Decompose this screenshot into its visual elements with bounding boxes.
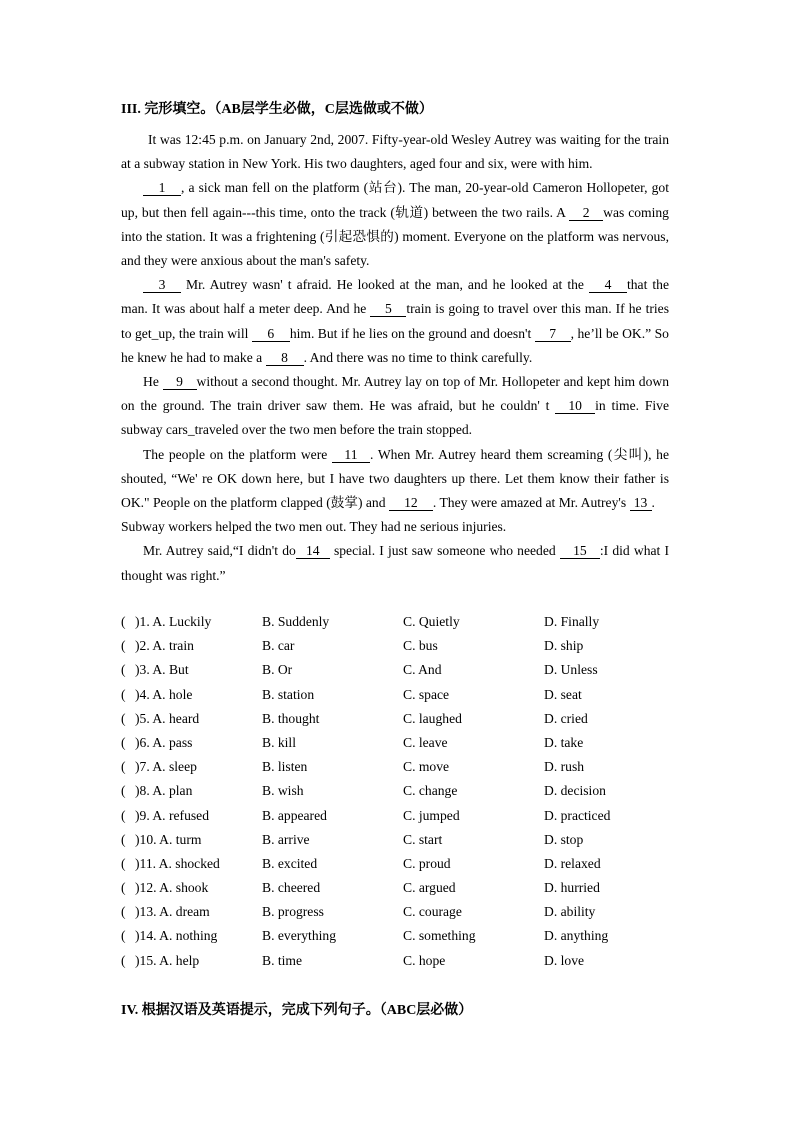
option-b: B. Suddenly — [262, 614, 330, 629]
option-b: B. listen — [262, 759, 308, 775]
option-d: D. anything — [544, 928, 609, 944]
passage-text: special. I just saw someone who needed — [329, 543, 560, 559]
option-a: )6. A. pass — [135, 734, 193, 750]
option-b: B. cheered — [262, 880, 321, 896]
option-a: )13. A. dream — [135, 904, 210, 920]
option-a: )2. A. train — [135, 638, 194, 654]
option-row-14 — [121, 924, 681, 948]
option-c: C. hope — [403, 952, 446, 968]
option-b: B. appeared — [262, 807, 327, 823]
passage-text: in time. Five subway cars_traveled over the two men before the train stopped. — [121, 398, 669, 438]
option-row-13 — [121, 900, 681, 924]
option-a: )11. A. shocked — [135, 855, 220, 871]
option-c: C. argued — [403, 880, 456, 896]
option-row-5 — [121, 707, 681, 731]
passage-text: train is going to travel over this man. If he tries to get_up, the train will — [121, 301, 669, 341]
cloze-passage — [121, 128, 669, 588]
option-b: B. wish — [262, 783, 304, 799]
passage-text: . They were amazed at Mr. Autrey's — [432, 495, 630, 511]
blank-2[interactable]: 2 — [569, 205, 603, 221]
option-row-6 — [121, 731, 681, 755]
option-c: C. something — [403, 928, 476, 944]
passage-text: He — [143, 374, 163, 390]
passage-text: . And there was no time to think carefully. — [303, 349, 533, 365]
paragraph-7 — [121, 539, 669, 587]
passage-text: , a sick man fell on the platform (站台). The man, 20-year-old Cameron Hollopeter, got up, but then fell again---this time, onto the track (轨道) between the two rails. A — [121, 180, 669, 220]
option-c: C. change — [403, 783, 458, 799]
option-d: D. ship — [544, 638, 584, 654]
paragraph-4 — [121, 370, 669, 443]
blank-9[interactable]: 9 — [163, 374, 197, 390]
option-c: C. jumped — [403, 807, 460, 823]
option-a: )4. A. hole — [135, 686, 193, 702]
option-row-15 — [121, 949, 681, 973]
passage-text: Mr. Autrey said,“I didn't do — [143, 543, 296, 559]
paragraph-1 — [121, 128, 669, 176]
option-a: )8. A. plan — [135, 783, 193, 799]
blank-5[interactable]: 5 — [370, 301, 406, 317]
option-b: B. Or — [262, 662, 293, 678]
passage-text: without a second thought. Mr. Autrey lay on top of Mr. Hollopeter and kept him down on the ground. The train driver saw them. He was afraid, but he couldn' t — [121, 374, 670, 414]
option-row-12 — [121, 876, 681, 900]
passage-text: :I did what I thought was right.” — [121, 543, 670, 583]
option-row-8 — [121, 779, 681, 803]
option-c: C. start — [403, 831, 443, 847]
answer-paren[interactable]: ( — [121, 928, 126, 944]
option-row-2 — [121, 634, 681, 658]
option-a: )9. A. refused — [135, 807, 209, 823]
option-row-4 — [121, 683, 681, 707]
option-d: D. decision — [544, 783, 606, 799]
answer-paren[interactable]: ( — [121, 831, 126, 847]
option-row-3 — [121, 658, 681, 682]
passage-text: Mr. Autrey wasn' t afraid. He looked at the man, and he looked at the — [181, 277, 589, 293]
answer-paren[interactable]: ( — [121, 783, 126, 799]
blank-1[interactable]: 1 — [143, 180, 181, 196]
option-row-1 — [121, 610, 681, 634]
option-c: C. courage — [403, 904, 462, 920]
answer-paren[interactable]: ( — [121, 880, 126, 896]
answer-paren[interactable]: ( — [121, 734, 126, 750]
option-c: C. Quietly — [403, 614, 460, 629]
passage-text: . When Mr. Autrey heard them screaming (尖叫), he shouted, “We' re OK down here, but I have two daughters up there. Let them know their father is OK." People on the platform clapped (鼓掌) and — [121, 446, 669, 511]
option-b: B. kill — [262, 734, 296, 750]
option-d: D. ability — [544, 904, 596, 920]
option-d: D. practiced — [544, 807, 611, 823]
passage-text: The people on the platform were — [143, 446, 332, 462]
option-b: B. time — [262, 952, 303, 968]
option-c: C. proud — [403, 855, 451, 871]
option-c: C. space — [403, 686, 450, 702]
option-row-9 — [121, 804, 681, 828]
blank-14[interactable]: 14 — [296, 543, 330, 559]
blank-4[interactable]: 4 — [589, 277, 627, 293]
option-row-11 — [121, 852, 681, 876]
option-d: D. take — [544, 734, 584, 750]
option-a: )14. A. nothing — [135, 928, 218, 944]
option-d: D. hurried — [544, 880, 600, 896]
option-a: )5. A. heard — [135, 710, 200, 726]
answer-paren[interactable]: ( — [121, 807, 126, 823]
answer-paren[interactable]: ( — [121, 662, 126, 678]
blank-7[interactable]: 7 — [535, 326, 571, 342]
option-c: C. bus — [403, 638, 438, 654]
option-d: D. seat — [544, 686, 582, 702]
option-c: C. leave — [403, 734, 448, 750]
option-b: B. car — [262, 638, 295, 654]
option-b: B. excited — [262, 855, 318, 871]
blank-6[interactable]: 6 — [252, 326, 290, 342]
answer-options — [121, 610, 681, 973]
passage-text: , he’ll be OK.” So he knew he had to make a — [121, 325, 669, 365]
passage-text: that the man. It was about half a meter deep. And he — [121, 277, 669, 317]
section-4-heading: IV. 根据汉语及英语提示，完成下列句子。（ABC层必做） — [121, 1003, 473, 1018]
option-b: B. progress — [262, 904, 324, 920]
answer-paren[interactable]: ( — [121, 686, 126, 702]
answer-paren[interactable]: ( — [121, 614, 126, 629]
blank-13[interactable]: 13 — [630, 495, 652, 511]
option-c: C. laughed — [403, 710, 462, 726]
option-b: B. everything — [262, 928, 336, 944]
option-row-10 — [121, 828, 681, 852]
passage-text: It was 12:45 p.m. on January 2nd, 2007. Fifty-year-old Wesley Autrey was waiting for the train at a subway station in New York. His two daughters, aged four and six, were with him. — [121, 132, 669, 172]
passage-text: was coming into the station. It was a frightening (引起恐惧的) moment. Everyone on the platform was nervous, and they were anxious about the man's safety. — [121, 204, 669, 269]
option-d: D. cried — [544, 710, 588, 726]
option-a: )10. A. turm — [135, 831, 202, 847]
paragraph-3 — [121, 273, 669, 370]
answer-paren[interactable]: ( — [121, 710, 126, 726]
paragraph-6 — [121, 515, 669, 539]
option-a: )7. A. sleep — [135, 759, 197, 775]
option-row-7 — [121, 755, 681, 779]
option-d: D. relaxed — [544, 855, 601, 871]
blank-12[interactable]: 12 — [389, 495, 433, 511]
option-b: B. arrive — [262, 831, 310, 847]
option-c: C. And — [403, 662, 442, 678]
blank-11[interactable]: 11 — [332, 447, 370, 463]
option-d: D. stop — [544, 831, 584, 847]
paragraph-2 — [121, 176, 669, 273]
blank-15[interactable]: 15 — [560, 543, 600, 559]
option-a: )1. A. Luckily — [135, 614, 212, 629]
option-a: )15. A. help — [135, 952, 200, 968]
option-d: D. Unless — [544, 662, 598, 678]
blank-3[interactable]: 3 — [143, 277, 181, 293]
option-a: )3. A. But — [135, 662, 189, 678]
answer-paren[interactable]: ( — [121, 638, 126, 654]
passage-text: Subway workers helped the two men out. They had ne serious injuries. — [121, 519, 507, 535]
answer-paren[interactable]: ( — [121, 759, 126, 775]
option-d: D. love — [544, 952, 585, 968]
option-d: D. Finally — [544, 614, 600, 629]
passage-text: . — [651, 495, 655, 511]
option-b: B. thought — [262, 710, 320, 726]
option-a: )12. A. shook — [135, 880, 209, 896]
option-d: D. rush — [544, 759, 585, 775]
blank-10[interactable]: 10 — [555, 398, 595, 414]
answer-paren[interactable]: ( — [121, 855, 126, 871]
option-c: C. move — [403, 759, 450, 775]
blank-8[interactable]: 8 — [266, 350, 304, 366]
passage-text: him. But if he lies on the ground and doesn't — [289, 325, 535, 341]
option-b: B. station — [262, 686, 315, 702]
paragraph-5 — [121, 443, 669, 516]
answer-paren[interactable]: ( — [121, 952, 126, 968]
answer-paren[interactable]: ( — [121, 904, 126, 920]
section-3-heading: III. 完形填空。（AB层学生必做，C层选做或不做） — [121, 102, 433, 117]
